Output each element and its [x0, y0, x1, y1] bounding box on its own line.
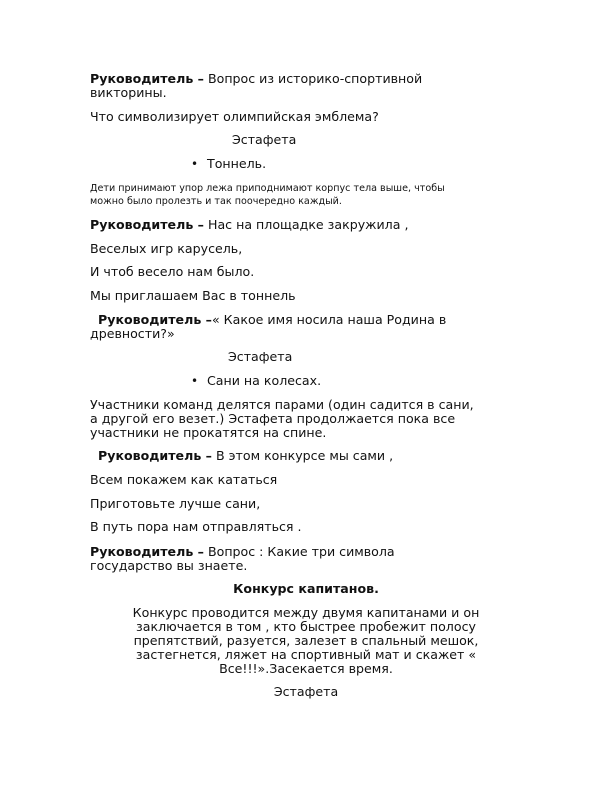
verse-line: Всем покажем как кататься	[90, 472, 278, 487]
centered-paragraph-line: Конкурс проводится между двумя капитанами и он	[132, 605, 480, 620]
line-text: В этом конкурсе мы сами ,	[211, 448, 394, 463]
verse-line: Приготовьте лучше сани,	[90, 496, 261, 511]
text-line: государство вы знаете.	[90, 558, 248, 573]
bullet-item: Сани на колесах.	[207, 373, 322, 388]
centered-paragraph-line: застегнется, ляжет на спортивный мат и скажет «	[135, 647, 477, 662]
verse-line: В путь пора нам отправляться .	[90, 519, 302, 534]
leader-line-1	[90, 72, 422, 86]
instruction-line: Дети принимают упор лежа приподнимают корпус тела выше, чтобы	[90, 183, 445, 194]
leader-line-2	[90, 218, 408, 232]
speaker-label: Руководитель –	[90, 544, 204, 559]
centered-paragraph-line: препятствий, разуется, залезет в спальный мешок,	[133, 633, 479, 648]
centered-paragraph-line: заключается в том , кто быстрее пробежит полосу	[136, 619, 476, 634]
relay-heading: Эстафета	[232, 132, 297, 147]
verse-line: Веселых игр карусель,	[90, 241, 243, 256]
speaker-label: Руководитель –	[90, 217, 204, 232]
relay-heading: Эстафета	[273, 684, 339, 699]
leader-line-3	[98, 313, 446, 327]
question-line: Что символизирует олимпийская эмблема?	[90, 109, 379, 124]
leader-line-4	[98, 449, 393, 463]
section-title: Конкурс капитанов.	[233, 581, 379, 596]
paragraph-line: участники не прокатятся на спине.	[90, 425, 327, 440]
verse-line: Мы приглашаем Вас в тоннель	[90, 288, 296, 303]
paragraph-line: а другой его везет.) Эстафета продолжается пока все	[90, 411, 456, 426]
bullet-icon: •	[191, 157, 199, 171]
text-line: викторины.	[90, 85, 167, 100]
centered-paragraph-line: Все!!!».Засекается время.	[219, 661, 393, 676]
instruction-line: можно было пролезть и так поочередно каждый.	[90, 196, 342, 207]
speaker-label: Руководитель –	[98, 448, 212, 463]
relay-heading: Эстафета	[228, 349, 293, 364]
leader-line-5	[90, 545, 395, 559]
verse-line: И чтоб весело нам было.	[90, 264, 255, 279]
bullet-icon: •	[191, 374, 199, 388]
line-text: « Какое имя носила наша Родина в	[211, 312, 447, 327]
line-text: Вопрос : Какие три символа	[203, 544, 395, 559]
speaker-label: Руководитель –	[98, 312, 212, 327]
text-line: древности?»	[90, 326, 175, 341]
speaker-label: Руководитель –	[90, 71, 204, 86]
line-text: Вопрос из историко-спортивной	[203, 71, 423, 86]
line-text: Нас на площадке закружила ,	[203, 217, 409, 232]
bullet-item: Тоннель.	[207, 156, 267, 171]
paragraph-line: Участники команд делятся парами (один садится в сани,	[90, 397, 474, 412]
